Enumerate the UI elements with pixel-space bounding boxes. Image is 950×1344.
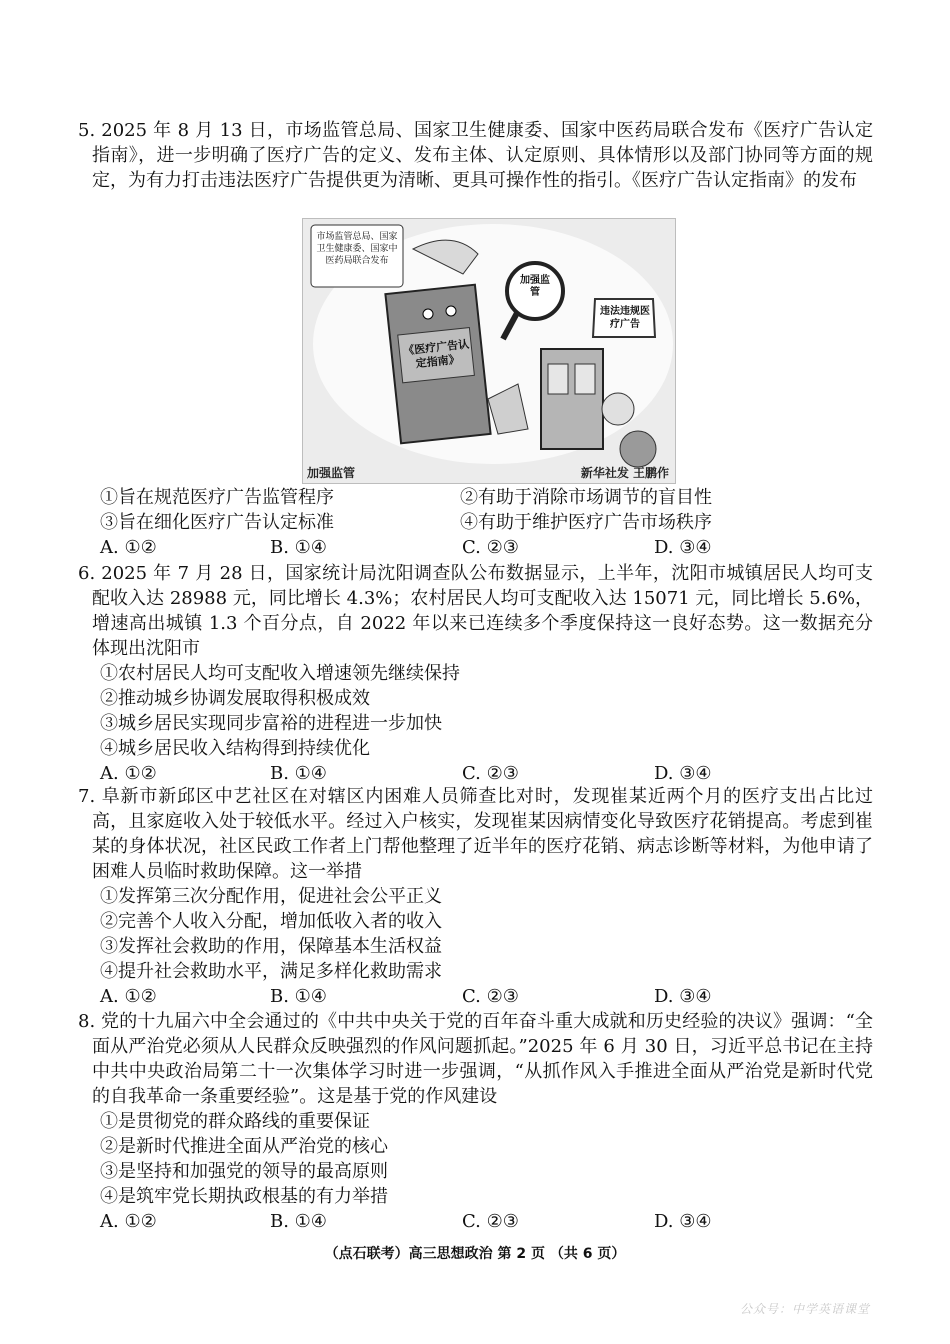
option-2: ②完善个人收入分配，增加低收入者的收入 [100,911,442,932]
choice-c: C. ②③ [462,537,519,558]
answer-choices [100,761,873,786]
option-3: ③旨在细化医疗广告认定标准 [100,512,334,533]
choice-b: B. ①④ [270,537,327,558]
bubble-label: 加强监管 [520,275,550,298]
choice-c: C. ②③ [462,986,519,1007]
option-1: ①农村居民人均可支配收入增速领先继续保持 [100,663,460,684]
page-footer: （点石联考）高三思想政治 第 2 页 （共 6 页） [324,1246,626,1262]
org-label: 市场监管总局、国家卫生健康委、国家中医药局联合发布 [316,232,398,266]
answer-choices [100,984,873,1009]
choice-d: D. ③④ [654,986,712,1007]
option-4: ④有助于维护医疗广告市场秩序 [460,512,712,533]
option-4: ④提升社会救助水平，满足多样化救助需求 [100,961,442,982]
choice-a: A. ①② [100,1211,157,1232]
question-stem: 5. 2025 年 8 月 13 日，市场监管总局、国家卫生健康委、国家中医药局联合发布《医疗广告认定指南》，进一步明确了医疗广告的定义、发布主体、认定原则、具体情形以及部门协同等方面的规定，为有力打击违法医疗广告提供更为清晰、更具可操作性的指引。《医疗广告认定指南》的发布 [78,120,873,191]
question-6 [78,561,873,786]
choice-d: D. ③④ [654,763,712,784]
answer-choices [100,535,873,560]
choice-b: B. ①④ [270,763,327,784]
option-1: ①旨在规范医疗广告监管程序 [100,487,334,508]
question-stem: 7. 阜新市新邱区中艺社区在对辖区内困难人员筛查比对时，发现崔某近两个月的医疗支出占比过高，且家庭收入处于较低水平。经过入户核实，发现崔某因病情变化导致医疗花销提高。考虑到崔某的身体状况，社区民政工作者上门帮他整理了近半年的医疗花销、病志诊断等材料，为他申请了困难人员临时救助保障。这一举措 [78,786,873,882]
question-5-options [78,485,873,560]
option-3: ③发挥社会救助的作用，保障基本生活权益 [100,936,442,957]
option-1: ①发挥第三次分配作用，促进社会公平正义 [100,886,442,907]
violation-label: 违法违规医疗广告 [600,306,650,330]
question-8 [78,1009,873,1234]
option-2: ②有助于消除市场调节的盲目性 [460,487,712,508]
choice-c: C. ②③ [462,1211,519,1232]
choice-a: A. ①② [100,763,157,784]
caption-left: 加强监管 [307,466,356,480]
book-title: 《医疗广告认定指南》 [402,337,470,371]
caption-right: 新华社发 王鹏作 [580,466,669,480]
option-2: ②推动城乡协调发展取得积极成效 [100,688,370,709]
answer-choices [100,1209,873,1234]
choice-c: C. ②③ [462,763,519,784]
choice-b: B. ①④ [270,1211,327,1232]
option-1: ①是贯彻党的群众路线的重要保证 [100,1111,370,1132]
option-3: ③城乡居民实现同步富裕的进程进一步加快 [100,713,442,734]
option-4: ④城乡居民收入结构得到持续优化 [100,738,370,759]
choice-d: D. ③④ [654,537,712,558]
option-3: ③是坚持和加强党的领导的最高原则 [100,1161,388,1182]
option-2: ②是新时代推进全面从严治党的核心 [100,1136,388,1157]
question-7 [78,784,873,1009]
choice-b: B. ①④ [270,986,327,1007]
choice-a: A. ①② [100,537,157,558]
question-5 [78,118,873,193]
question-stem: 6. 2025 年 7 月 28 日，国家统计局沈阳调查队公布数据显示，上半年，沈阳市城镇居民人均可支配收入达 28988 元，同比增长 4.3%；农村居民人均可支配收入达 15071 元，同比增长 5.6%，增速高出城镇 1.3 个百分点，自 2022 年以来已连续多个季度保持这一良好态势。这一数据充分体现出沈阳市 [78,563,873,659]
question-stem: 8. 党的十九届六中全会通过的《中共中央关于党的百年奋斗重大成就和历史经验的决议》强调：“全面从严治党必须从人民群众反映强烈的作风问题抓起。”2025 年 6 月 30 日，习近平总书记在主持中共中央政治局第二十一次集体学习时进一步强调，“从抓作风入手推进全面从严治党是新时代党的自我革命一条重要经验”。这是基于党的作风建设 [78,1011,873,1107]
choice-d: D. ③④ [654,1211,712,1232]
option-4: ④是筑牢党长期执政根基的有力举措 [100,1186,388,1207]
watermark: 公众号：中学英语课堂 [740,1302,871,1316]
choice-a: A. ①② [100,986,157,1007]
cartoon-figure [302,218,676,484]
